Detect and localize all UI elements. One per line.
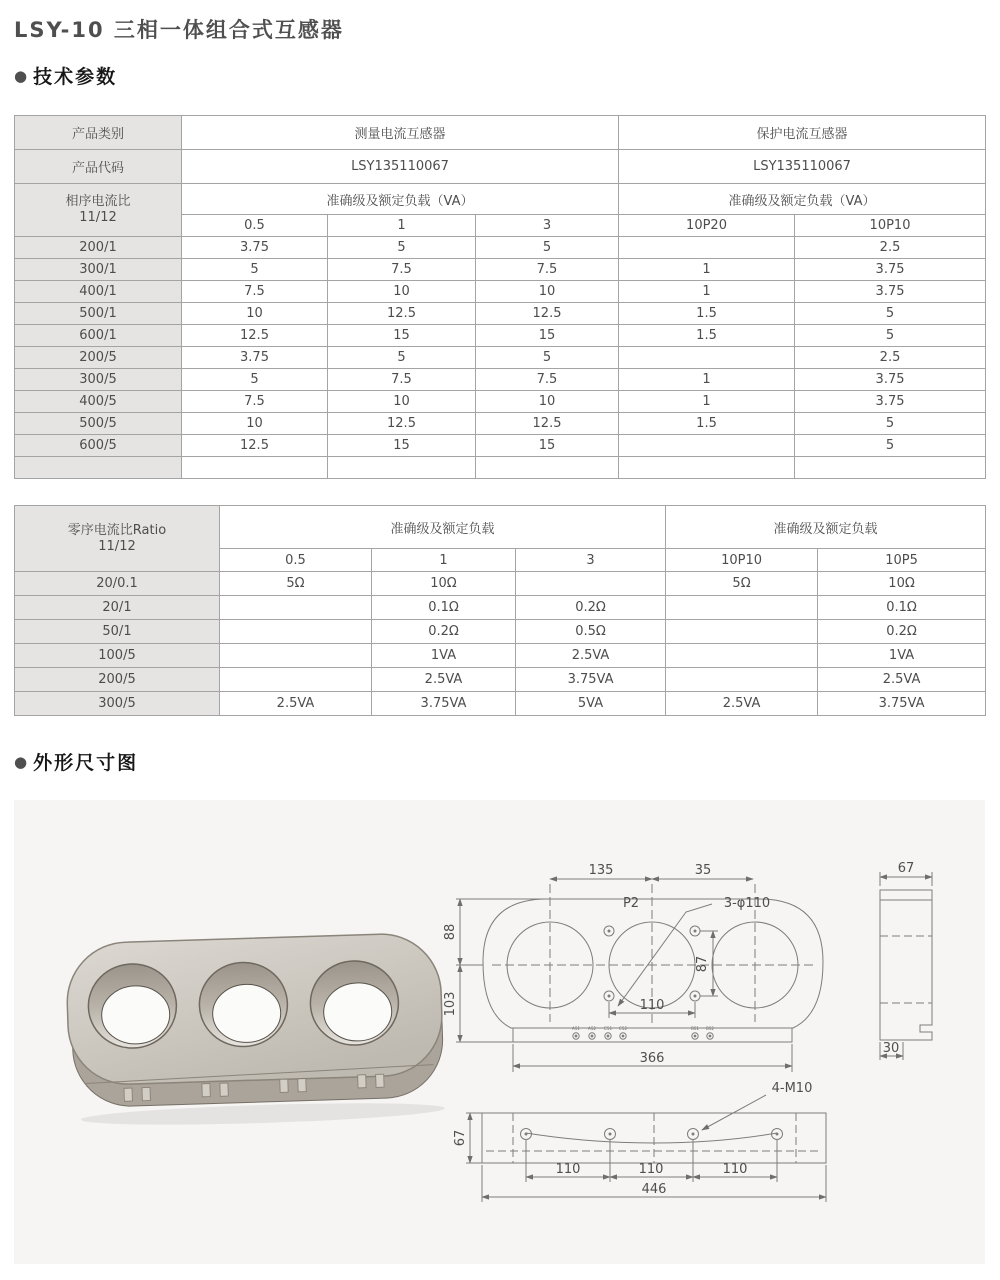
terminal-label: CS1: [603, 1026, 613, 1031]
ratio-cell: 20/0.1: [15, 572, 220, 596]
value-cell: 5: [328, 347, 476, 369]
value-cell: 7.5: [328, 259, 476, 281]
value-cell: [516, 572, 666, 596]
table-row: [15, 596, 986, 620]
value-cell: 10Ω: [372, 572, 516, 596]
value-cell: 1.5: [619, 303, 795, 325]
label-p2: P2: [622, 896, 640, 911]
dim-label-446: 446: [641, 1182, 667, 1197]
value-cell: 3.75: [795, 281, 986, 303]
value-cell: 2.5: [795, 347, 986, 369]
ratio-header-label: 零序电流比Ratio: [67, 522, 167, 538]
class-column-header: 10P10: [795, 215, 986, 237]
value-cell: 3.75VA: [516, 668, 666, 692]
tech-params-table: [14, 115, 986, 479]
section-heading-label: 技术参数: [33, 66, 118, 88]
value-cell: 15: [328, 435, 476, 457]
value-cell: 12.5: [328, 303, 476, 325]
value-cell: [666, 620, 818, 644]
value-cell: 5Ω: [220, 572, 372, 596]
ratio-cell: 300/1: [15, 259, 182, 281]
page-title: LSY-10 三相一体组合式互感器: [14, 18, 344, 42]
terminal-label: BS1: [690, 1026, 700, 1031]
value-cell: [619, 237, 795, 259]
value-cell: 5: [476, 347, 619, 369]
class-column-header: 10P5: [818, 549, 986, 572]
value-cell: 10: [328, 391, 476, 413]
value-cell: 1: [619, 259, 795, 281]
value-cell: 1.5: [619, 325, 795, 347]
value-cell: 3.75: [795, 391, 986, 413]
class-column-header: 10P10: [666, 549, 818, 572]
product-type-label: 产品类别: [15, 116, 182, 150]
value-cell: 0.2Ω: [372, 620, 516, 644]
dim-label-110: 110: [639, 998, 665, 1013]
value-cell: [182, 457, 328, 479]
section-heading-dimensions: [14, 748, 138, 775]
table-row: [15, 184, 986, 215]
value-cell: 10Ω: [818, 572, 986, 596]
dim-label-87: 87: [695, 955, 710, 973]
ratio-cell: 200/5: [15, 668, 220, 692]
ratio-cell: 200/5: [15, 347, 182, 369]
value-cell: 12.5: [476, 303, 619, 325]
value-cell: 12.5: [182, 435, 328, 457]
value-cell: 5VA: [516, 692, 666, 716]
value-cell: 2.5: [795, 237, 986, 259]
ratio-cell: 20/1: [15, 596, 220, 620]
class-column-header: 0.5: [220, 549, 372, 572]
product-code-label: 产品代码: [15, 150, 182, 184]
value-cell: 5: [795, 325, 986, 347]
value-cell: 10: [182, 303, 328, 325]
value-cell: 7.5: [476, 259, 619, 281]
value-cell: [220, 644, 372, 668]
value-cell: 2.5VA: [516, 644, 666, 668]
value-cell: 3.75: [182, 237, 328, 259]
terminal-label: AS2: [587, 1026, 597, 1031]
value-cell: 1.5: [619, 413, 795, 435]
ratio-cell: 600/5: [15, 435, 182, 457]
bullet-icon: ●: [14, 753, 30, 771]
zero-sequence-table: [14, 505, 986, 716]
dim-label-110-spacing: 110: [555, 1162, 581, 1177]
table-row: [15, 413, 986, 435]
value-cell: 15: [328, 325, 476, 347]
dim-label-110-spacing: 110: [722, 1162, 748, 1177]
class-column-header: 3: [516, 549, 666, 572]
value-cell: 7.5: [476, 369, 619, 391]
value-cell: 5: [182, 369, 328, 391]
product-type-protective: 保护电流互感器: [619, 116, 986, 150]
table-row: [15, 237, 986, 259]
value-cell: 1VA: [818, 644, 986, 668]
value-cell: 15: [476, 435, 619, 457]
table-row: [15, 116, 986, 150]
value-cell: 1: [619, 391, 795, 413]
value-cell: 5: [795, 413, 986, 435]
value-cell: 3.75VA: [818, 692, 986, 716]
dim-label-135: 135: [588, 863, 614, 878]
value-cell: [328, 457, 476, 479]
table-row: [15, 506, 986, 549]
table-row: [15, 303, 986, 325]
ratio-cell: 600/1: [15, 325, 182, 347]
terminal-label: BS2: [705, 1026, 715, 1031]
value-cell: 3.75: [182, 347, 328, 369]
value-cell: 2.5VA: [818, 668, 986, 692]
value-cell: 10: [476, 281, 619, 303]
table-row: [15, 572, 986, 596]
accuracy-header-protective: 准确级及额定负载（VA）: [619, 184, 986, 215]
value-cell: [666, 644, 818, 668]
label-3-phi-110: 3-φ110: [723, 896, 771, 911]
ratio-cell: 500/1: [15, 303, 182, 325]
value-cell: 5: [795, 303, 986, 325]
accuracy-header-right: 准确级及额定负载: [666, 506, 986, 549]
value-cell: [476, 457, 619, 479]
accuracy-header-measuring: 准确级及额定负载（VA）: [182, 184, 619, 215]
ratio-header-sublabel: 11/12: [98, 538, 136, 554]
value-cell: 0.1Ω: [818, 596, 986, 620]
ratio-header-cell: [15, 184, 182, 237]
value-cell: [220, 668, 372, 692]
ratio-header-sublabel: 11/12: [79, 210, 117, 225]
terminal-label: AS1: [571, 1026, 581, 1031]
ratio-cell: 50/1: [15, 620, 220, 644]
table-row: [15, 668, 986, 692]
value-cell: 7.5: [328, 369, 476, 391]
terminal-markers: [573, 1033, 713, 1039]
value-cell: 3.75: [795, 259, 986, 281]
ratio-cell: 400/1: [15, 281, 182, 303]
dim-label-103: 103: [443, 991, 458, 1017]
value-cell: 0.1Ω: [372, 596, 516, 620]
value-cell: 10: [182, 413, 328, 435]
dimension-drawing: [14, 800, 985, 1264]
table-row: [15, 457, 986, 479]
value-cell: 2.5VA: [220, 692, 372, 716]
value-cell: [619, 435, 795, 457]
product-code-measuring: LSY135110067: [182, 150, 619, 184]
class-column-header: 10P20: [619, 215, 795, 237]
value-cell: 5Ω: [666, 572, 818, 596]
accuracy-header-left: 准确级及额定负载: [220, 506, 666, 549]
table-row: [15, 150, 986, 184]
value-cell: 0.5Ω: [516, 620, 666, 644]
dim-label-67-bottom: 67: [453, 1129, 468, 1147]
value-cell: 1: [619, 281, 795, 303]
value-cell: 3.75: [795, 369, 986, 391]
product-code-protective: LSY135110067: [619, 150, 986, 184]
ratio-cell: 200/1: [15, 237, 182, 259]
dim-label-30: 30: [882, 1041, 900, 1056]
value-cell: [619, 457, 795, 479]
table-row: [15, 369, 986, 391]
dim-label-88: 88: [443, 923, 458, 941]
table-row: [15, 644, 986, 668]
value-cell: 2.5VA: [372, 668, 516, 692]
value-cell: 2.5VA: [666, 692, 818, 716]
value-cell: 5: [795, 435, 986, 457]
bullet-icon: ●: [14, 67, 30, 85]
value-cell: 5: [476, 237, 619, 259]
table-row: [15, 391, 986, 413]
table-row: [15, 325, 986, 347]
value-cell: [795, 457, 986, 479]
class-column-header: 3: [476, 215, 619, 237]
value-cell: 12.5: [476, 413, 619, 435]
product-type-measuring: 测量电流互感器: [182, 116, 619, 150]
dim-label-67-side: 67: [897, 861, 915, 876]
value-cell: 7.5: [182, 391, 328, 413]
value-cell: 1: [619, 369, 795, 391]
value-cell: [220, 596, 372, 620]
value-cell: 0.2Ω: [818, 620, 986, 644]
terminal-label: CS2: [618, 1026, 628, 1031]
value-cell: 5: [328, 237, 476, 259]
ratio-cell: 400/5: [15, 391, 182, 413]
value-cell: 15: [476, 325, 619, 347]
ratio-cell: [15, 457, 182, 479]
section-heading-label: 外形尺寸图: [33, 752, 139, 774]
value-cell: [619, 347, 795, 369]
value-cell: [220, 620, 372, 644]
value-cell: 12.5: [182, 325, 328, 347]
value-cell: 3.75VA: [372, 692, 516, 716]
dim-label-110-spacing: 110: [638, 1162, 664, 1177]
dim-label-35: 35: [694, 863, 712, 878]
label-4-m10: 4-M10: [771, 1081, 813, 1096]
value-cell: [666, 596, 818, 620]
class-column-header: 1: [328, 215, 476, 237]
ratio-cell: 100/5: [15, 644, 220, 668]
class-column-header: 0.5: [182, 215, 328, 237]
ratio-cell: 500/5: [15, 413, 182, 435]
value-cell: 5: [182, 259, 328, 281]
dimension-drawing-panel: [14, 800, 985, 1264]
class-column-header: 1: [372, 549, 516, 572]
value-cell: 10: [328, 281, 476, 303]
table-row: [15, 620, 986, 644]
ratio-cell: 300/5: [15, 369, 182, 391]
table-row: [15, 259, 986, 281]
ratio-cell: 300/5: [15, 692, 220, 716]
section-heading-tech-params: [14, 62, 117, 89]
value-cell: 1VA: [372, 644, 516, 668]
table-row: [15, 347, 986, 369]
value-cell: 0.2Ω: [516, 596, 666, 620]
side-view-drawing: [880, 872, 932, 1060]
ratio-header-cell: [15, 506, 220, 572]
table-row: [15, 435, 986, 457]
table-row: [15, 692, 986, 716]
value-cell: [666, 668, 818, 692]
value-cell: 12.5: [328, 413, 476, 435]
dim-label-366: 366: [639, 1051, 665, 1066]
ratio-header-label: 相序电流比: [65, 194, 131, 209]
value-cell: 7.5: [182, 281, 328, 303]
table-row: [15, 281, 986, 303]
value-cell: 10: [476, 391, 619, 413]
